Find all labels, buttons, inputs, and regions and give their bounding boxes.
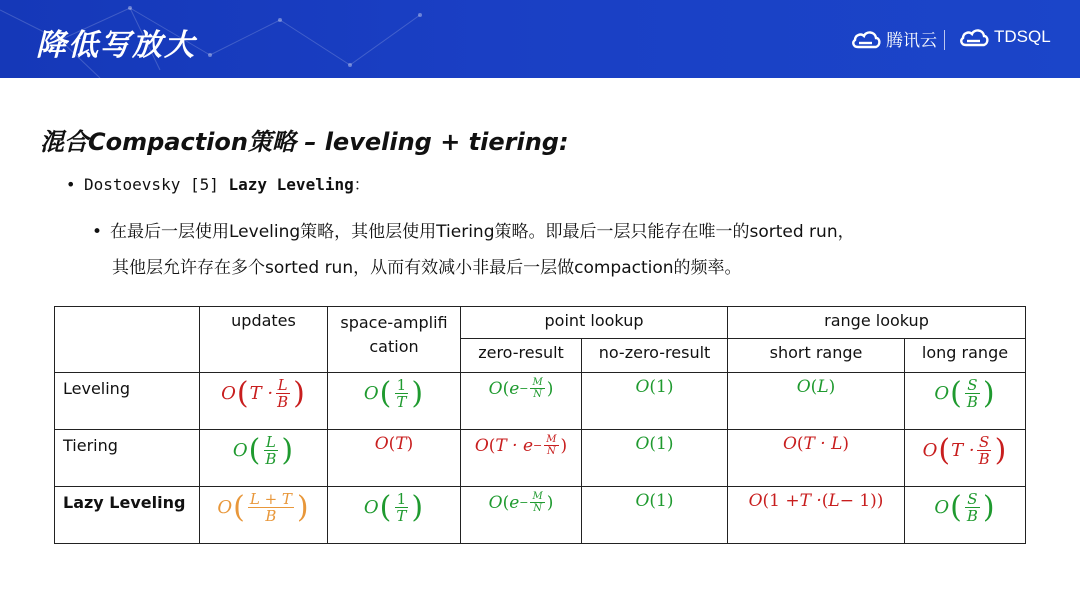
cell-leveling-updates: O ( T · $\frac{L}{B}$ ) <box>200 373 328 430</box>
header-zero-result: zero-result <box>461 339 582 373</box>
cell-tiering-nonzero: O (1) <box>582 430 728 487</box>
bullet1-prefix: Dostoevsky [5] <box>84 175 229 194</box>
brand-tencent-label: 腾讯云 <box>886 31 937 50</box>
bullet-description <box>92 214 1032 286</box>
cell-lazy-space: O ( $\frac{1}{T}$ ) <box>328 487 461 544</box>
table-row-lazy-leveling <box>55 487 1026 544</box>
header-empty-cell <box>55 307 200 373</box>
header-long-range: long range <box>905 339 1026 373</box>
cell-leveling-nonzero: O (1) <box>582 373 728 430</box>
cell-leveling-zero: O ( e − $\frac{M}{N}$ ) <box>461 373 582 430</box>
cell-leveling-short: O ( L ) <box>728 373 905 430</box>
comparison-table <box>54 306 1026 544</box>
header-short-range: short range <box>728 339 905 373</box>
cell-tiering-short: O ( T · L ) <box>728 430 905 487</box>
cell-tiering-zero: O ( T · e − $\frac{M}{N}$ ) <box>461 430 582 487</box>
cell-leveling-long: O ( $\frac{S}{B}$ ) <box>905 373 1026 430</box>
header-space-amplification <box>328 307 461 373</box>
row-label-leveling: Leveling <box>55 373 200 430</box>
bullet-dot: • <box>66 175 76 194</box>
cell-tiering-long: O ( T · $\frac{S}{B}$ ) <box>905 430 1026 487</box>
cell-tiering-space: O ( T ) <box>328 430 461 487</box>
cell-tiering-updates: O ( $\frac{L}{B}$ ) <box>200 430 328 487</box>
table-row-tiering <box>55 430 1026 487</box>
bullet2-line2: 其他层允许存在多个sorted run，从而有效减小非最后一层做compaction的频率。 <box>112 258 742 278</box>
header-range-lookup: range lookup <box>728 307 1026 339</box>
page-title: 降低写放大 <box>36 28 196 63</box>
brand-divider <box>944 30 945 50</box>
cell-lazy-updates: O ( $\frac{L + T}{B}$ ) <box>200 487 328 544</box>
header-banner <box>0 0 1080 78</box>
cell-leveling-space: O ( $\frac{1}{T}$ ) <box>328 373 461 430</box>
cell-lazy-short: O (1 + T · ( L − 1)) <box>728 487 905 544</box>
row-label-lazy-leveling: Lazy Leveling <box>55 487 200 544</box>
header-no-zero-result: no-zero-result <box>582 339 728 373</box>
brand-tdsql-label: TDSQL <box>994 27 1051 46</box>
bullet-dot: • <box>92 222 103 242</box>
tencent-cloud-icon <box>850 28 882 50</box>
section-subtitle: 混合Compaction策略 – leveling + tiering: <box>40 128 569 156</box>
tdsql-cloud-icon <box>958 26 990 48</box>
header-updates: updates <box>200 307 328 373</box>
bullet1-bold: Lazy Leveling <box>228 175 354 194</box>
table-header-row <box>55 307 1026 339</box>
header-space-amplification-label: space-amplification <box>340 313 448 356</box>
cell-lazy-zero: O ( e − $\frac{M}{N}$ ) <box>461 487 582 544</box>
brand-tencent <box>850 26 937 51</box>
brand-tdsql <box>958 26 1051 48</box>
cell-lazy-nonzero: O (1) <box>582 487 728 544</box>
row-label-tiering: Tiering <box>55 430 200 487</box>
bullet-dostoevsky <box>66 172 370 195</box>
header-point-lookup: point lookup <box>461 307 728 339</box>
bullet2-line1: 在最后一层使用Leveling策略，其他层使用Tiering策略。即最后一层只能存在唯一的sorted run， <box>110 222 855 242</box>
table-row-leveling <box>55 373 1026 430</box>
bullet1-suffix: ： <box>353 175 370 194</box>
cell-lazy-long: O ( $\frac{S}{B}$ ) <box>905 487 1026 544</box>
